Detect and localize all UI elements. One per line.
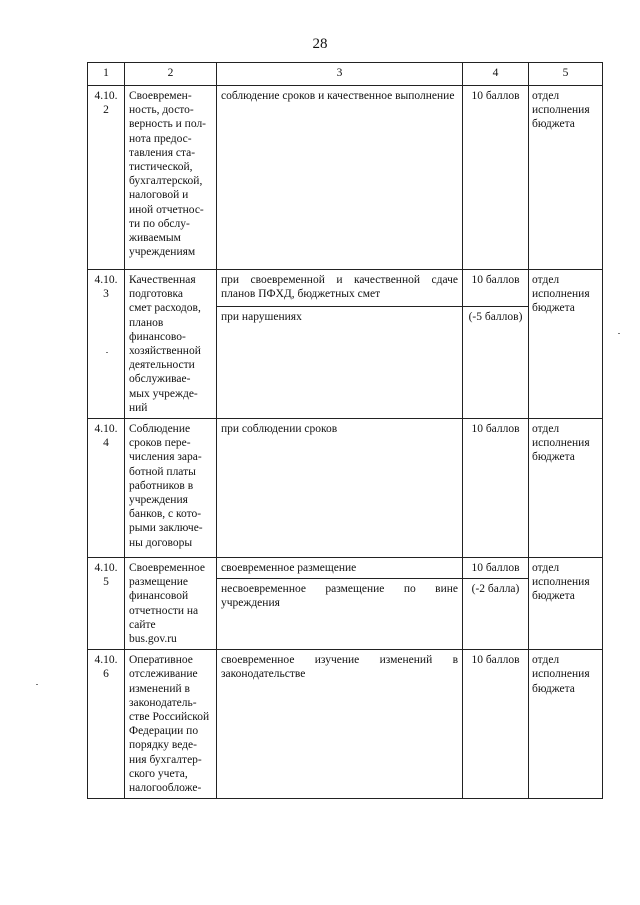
criteria-table bbox=[87, 62, 603, 799]
scan-speck bbox=[618, 333, 620, 334]
table-row bbox=[88, 270, 603, 307]
table-row bbox=[88, 558, 603, 579]
table-row bbox=[88, 419, 603, 558]
points-cell: 10 баллов bbox=[463, 650, 529, 799]
condition-cell: соблюдение сроков и качественное выполнение bbox=[217, 86, 463, 270]
item-number: 4.10. 3 bbox=[88, 270, 125, 419]
header-cell: 4 bbox=[463, 63, 529, 86]
scan-speck bbox=[106, 352, 108, 353]
item-number: 4.10. 2 bbox=[88, 86, 125, 270]
header-cell: 5 bbox=[529, 63, 603, 86]
condition-cell: при своевременной и качественной сдаче планов ПФХД, бюджетных смет bbox=[217, 270, 463, 307]
points-cell: 10 баллов bbox=[463, 558, 529, 579]
department-cell: отдел исполнения бюджета bbox=[529, 270, 603, 419]
condition-cell: несвоевременное размещение по вине учреждения bbox=[217, 579, 463, 650]
department-cell: отдел исполнения бюджета bbox=[529, 650, 603, 799]
condition-cell: своевременное размещение bbox=[217, 558, 463, 579]
item-number: 4.10. 4 bbox=[88, 419, 125, 558]
points-cell: (-2 балла) bbox=[463, 579, 529, 650]
indicator-cell: Своевременное размещение финансовой отчетности на сайте bus.gov.ru bbox=[125, 558, 217, 650]
header-cell: 2 bbox=[125, 63, 217, 86]
item-number: 4.10. 6 bbox=[88, 650, 125, 799]
points-cell: 10 баллов bbox=[463, 86, 529, 270]
points-cell: 10 баллов bbox=[463, 419, 529, 558]
indicator-cell: Соблюдение сроков пере- числения зара- ботной платы работников в учреждения банков, с кото- рыми заключе- ны договоры bbox=[125, 419, 217, 558]
indicator-cell: Качественная подготовка смет расходов, планов финансово- хозяйственной деятельности обслуживае- мых учрежде- ний bbox=[125, 270, 217, 419]
table-row bbox=[88, 650, 603, 799]
condition-cell: при соблюдении сроков bbox=[217, 419, 463, 558]
indicator-cell: Своевремен- ность, досто- верность и пол- нота предос- тавления ста- тистической, бухгалтерской, налоговой и иной отчетнос- ти по обслу- живаемым учреждениям bbox=[125, 86, 217, 270]
header-cell: 3 bbox=[217, 63, 463, 86]
table-row bbox=[88, 86, 603, 270]
header-cell: 1 bbox=[88, 63, 125, 86]
points-cell: 10 баллов bbox=[463, 270, 529, 307]
item-number: 4.10. 5 bbox=[88, 558, 125, 650]
condition-cell: своевременное изучение изменений в законодательстве bbox=[217, 650, 463, 799]
points-cell: (-5 баллов) bbox=[463, 307, 529, 419]
condition-cell: при нарушениях bbox=[217, 307, 463, 419]
page-number: 28 bbox=[312, 36, 328, 52]
scan-speck bbox=[36, 684, 38, 685]
department-cell: отдел исполнения бюджета bbox=[529, 558, 603, 650]
department-cell: отдел исполнения бюджета bbox=[529, 86, 603, 270]
table-header-row bbox=[88, 63, 603, 86]
department-cell: отдел исполнения бюджета bbox=[529, 419, 603, 558]
indicator-cell: Оперативное отслеживание изменений в законодатель- стве Российской Федерации по порядку веде- ния бухгалтер- ского учета, налогообложе- bbox=[125, 650, 217, 799]
